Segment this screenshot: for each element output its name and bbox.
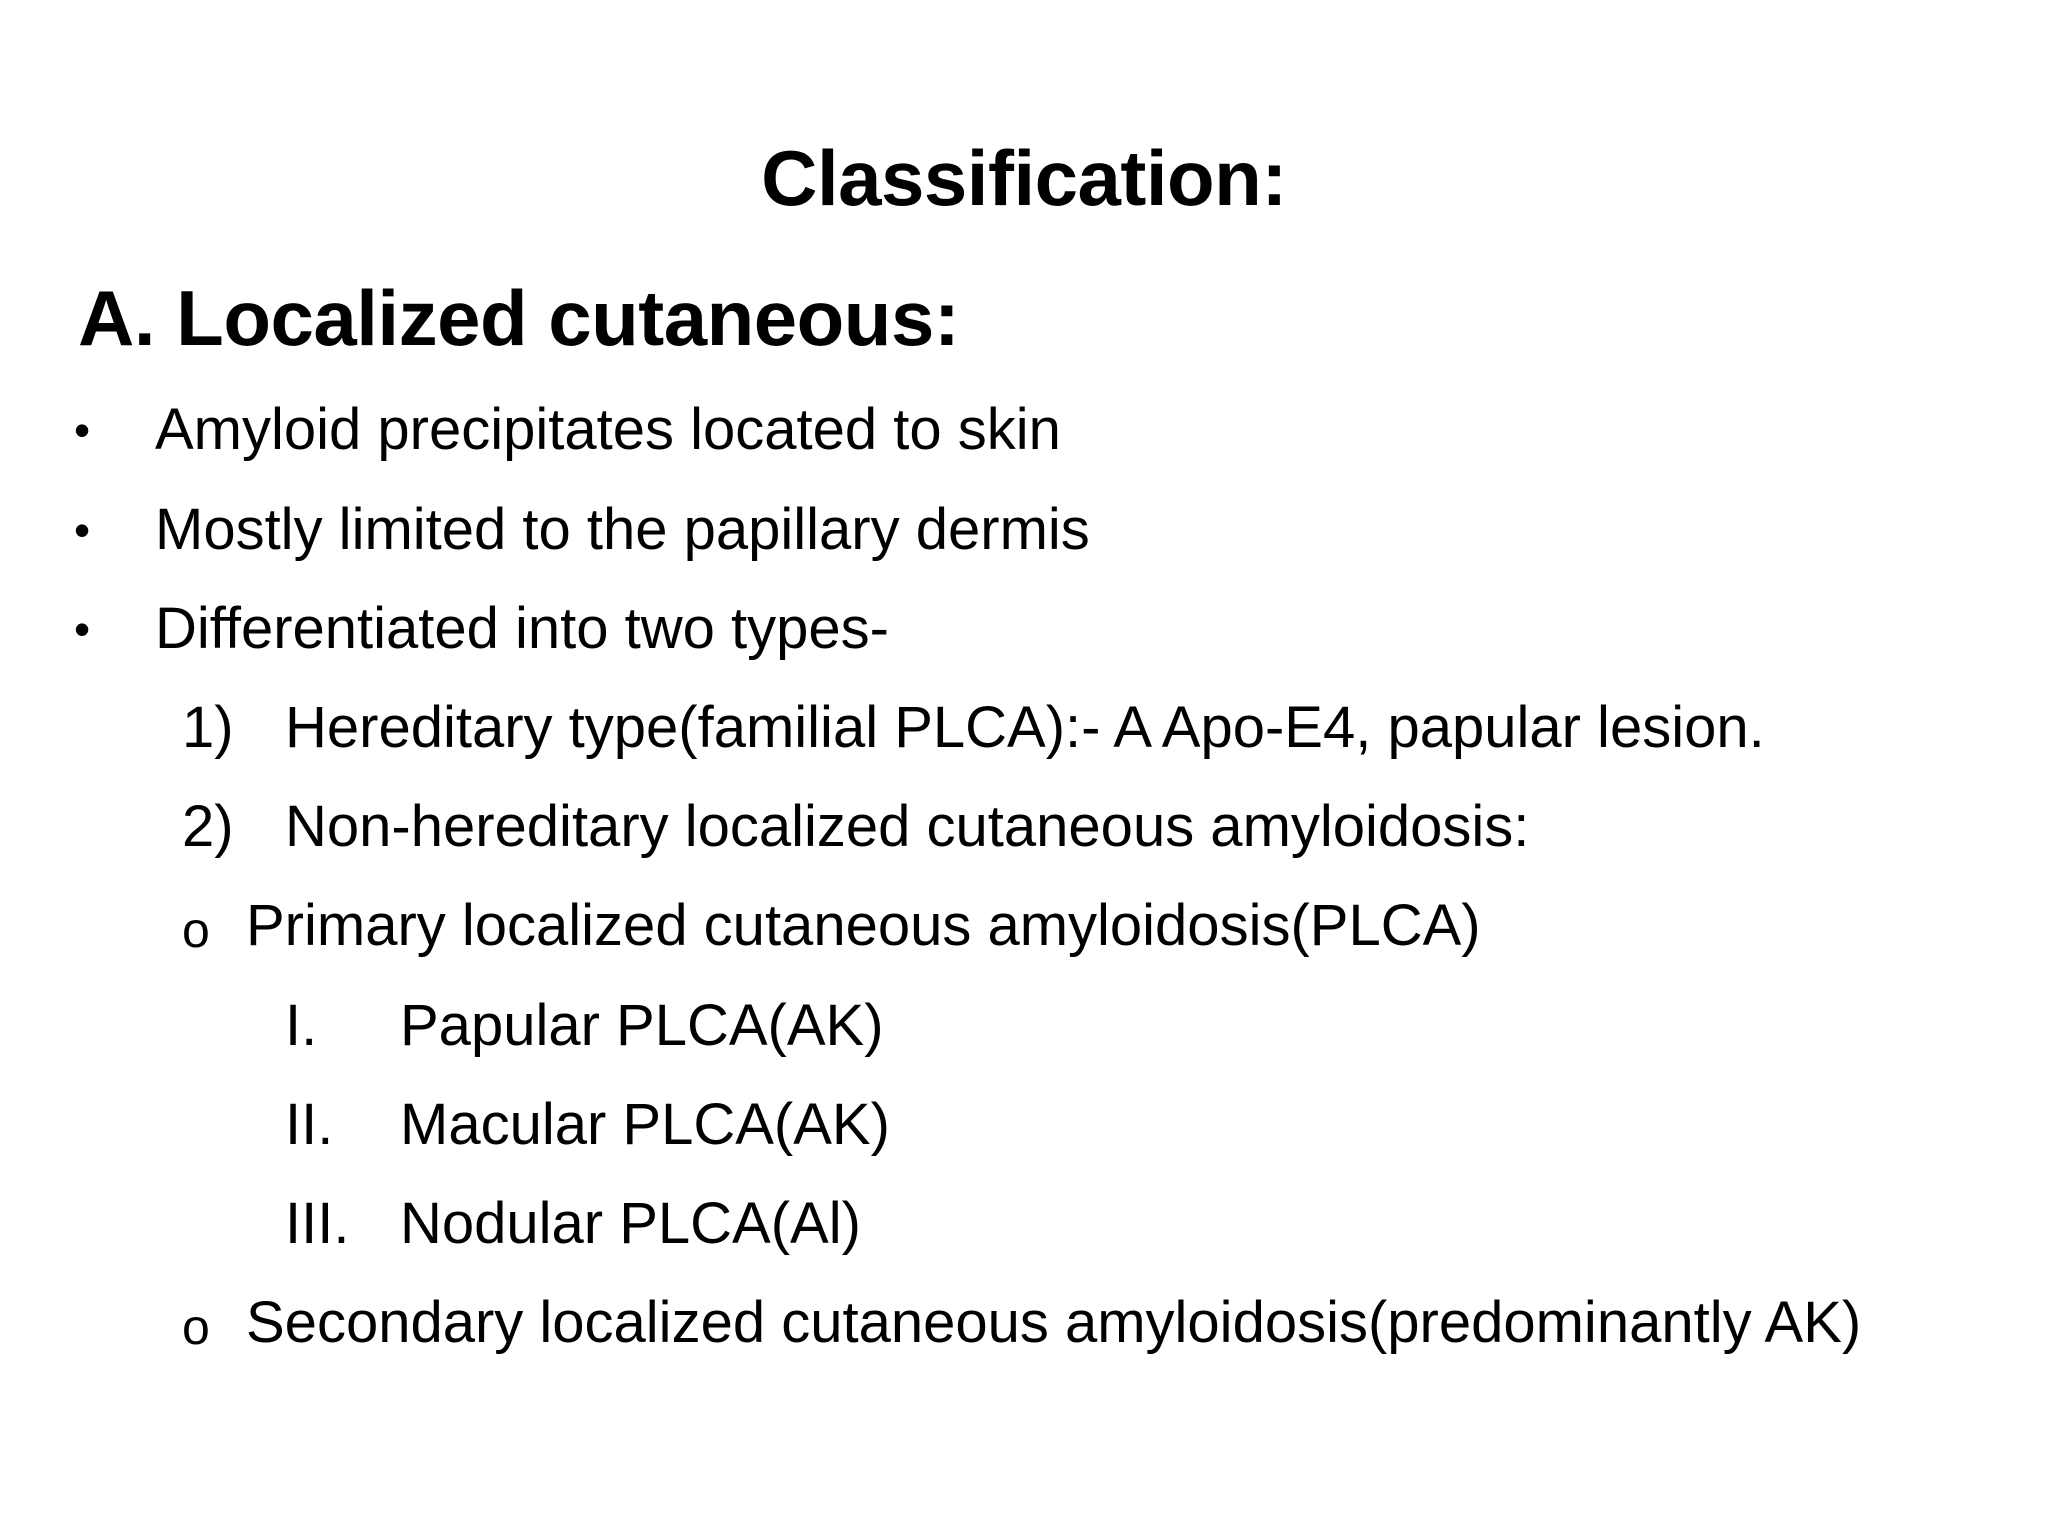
- bullet-text: Differentiated into two types-: [155, 596, 889, 661]
- bullet-marker: •: [74, 603, 91, 655]
- roman-marker: II.: [285, 1092, 334, 1157]
- section-heading: A. Localized cutaneous:: [78, 274, 960, 362]
- roman-text: Macular PLCA(AK): [400, 1092, 890, 1157]
- roman-marker: I.: [285, 993, 318, 1058]
- bullet-marker: •: [74, 404, 91, 456]
- number-marker: 2): [182, 794, 234, 859]
- numbered-text: Non-hereditary localized cutaneous amyloidosis:: [285, 794, 1530, 859]
- numbered-text: Hereditary type(familial PLCA):- A Apo-E4, papular lesion.: [285, 695, 1765, 760]
- roman-text: Papular PLCA(AK): [400, 993, 884, 1058]
- bullet-marker: •: [74, 504, 91, 556]
- bullet-text: Amyloid precipitates located to skin: [155, 397, 1061, 462]
- circle-bullet-text: Secondary localized cutaneous amyloidosis(predominantly AK): [246, 1290, 1862, 1355]
- roman-marker: III.: [285, 1191, 350, 1256]
- circle-bullet-text: Primary localized cutaneous amyloidosis(PLCA): [246, 893, 1481, 958]
- number-marker: 1): [182, 695, 234, 760]
- bullet-text: Mostly limited to the papillary dermis: [155, 497, 1090, 562]
- slide-title: Classification:: [761, 134, 1287, 222]
- circle-bullet-marker: o: [182, 902, 210, 958]
- roman-text: Nodular PLCA(Al): [400, 1191, 861, 1256]
- circle-bullet-marker: o: [182, 1299, 210, 1355]
